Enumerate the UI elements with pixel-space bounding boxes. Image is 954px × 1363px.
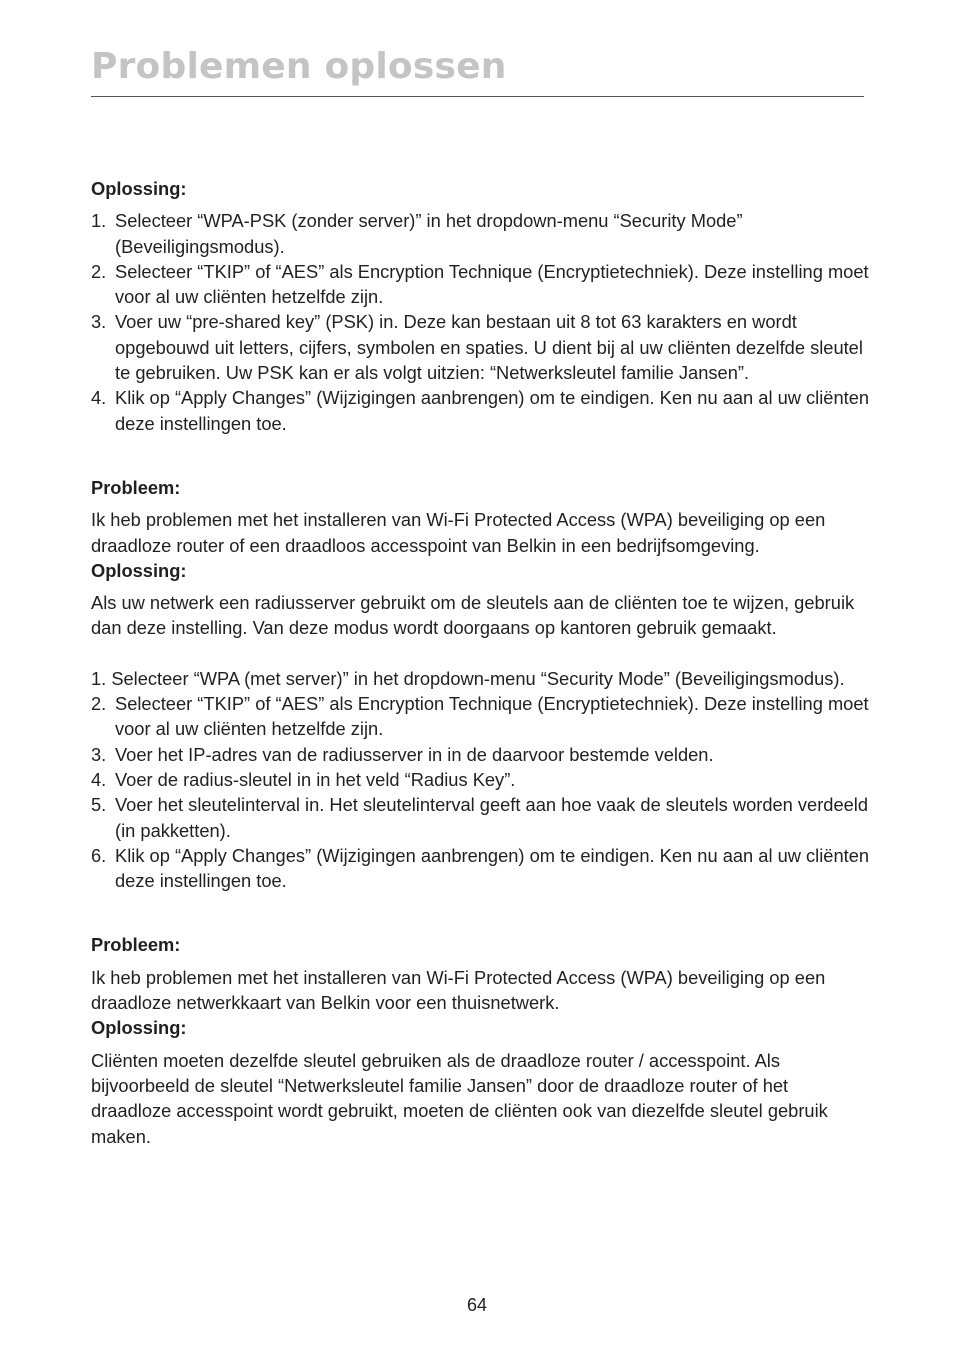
page-title: Problemen oplossen [91, 46, 507, 87]
solution-text: Cliënten moeten dezelfde sleutel gebruiken als de draadloze router / accesspoint. Als bijvoorbeeld de sleutel “Netwerksleutel familie Jansen” door de draadloze router of het draadloze accesspoint wordt gebruikt, moeten de cliënten ook van diezelfde sleutel gebruik maken. [91, 1049, 828, 1147]
page-body [91, 176, 871, 1149]
list-item: 3. Voer uw “pre-shared key” (PSK) in. Deze kan bestaan uit 8 tot 63 karakters en wordt opgebouwd uit letters, cijfers, symbolen en spaties. U dient bij al uw cliënten dezelfde sleutel te gebruiken. Uw PSK kan er als volgt uitzien: “Netwerksleutel familie Jansen”. [91, 311, 863, 384]
problem-text: Ik heb problemen met het installeren van Wi-Fi Protected Access (WPA) beveiliging op een draadloze netwerkkaart van Belkin voor een thuisnetwerk. [91, 966, 826, 1014]
solution-steps-list [91, 691, 871, 893]
list-item: 5. Voer het sleutelinterval in. Het sleutelinterval geeft aan hoe vaak de sleutels worden verdeeld (in pakketten). [91, 794, 869, 841]
problem-label: Probleem: [91, 476, 181, 498]
solution-label: Oplossing: [91, 178, 187, 199]
list-item: 4. Klik op “Apply Changes” (Wijzigingen aanbrengen) om te eindigen. Ken nu aan al uw cliënten deze instellingen toe. [91, 387, 870, 434]
problem-text: Ik heb problemen met het installeren van Wi-Fi Protected Access (WPA) beveiliging op een draadloze router of een draadloos accesspoint van Belkin in een bedrijfsomgeving. [91, 509, 826, 556]
solution-text: Als uw netwerk een radiusserver gebruikt om de sleutels aan de cliënten toe te wijzen, gebruik dan deze instelling. Van deze modus wordt doorgaans op kantoren gebruik gemaakt. [91, 592, 855, 639]
list-item: 1. Selecteer “WPA-PSK (zonder server)” in het dropdown-menu “Security Mode” (Beveiligingsmodus). [91, 210, 743, 257]
list-item: 4. Voer de radius-sleutel in in het veld “Radius Key”. [91, 768, 516, 790]
solution-label: Oplossing: [91, 559, 187, 581]
list-item: 6. Klik op “Apply Changes” (Wijzigingen aanbrengen) om te eindigen. Ken nu aan al uw cliënten deze instellingen toe. [91, 844, 870, 892]
solution-step-1: 1. Selecteer “WPA (met server)” in het dropdown-menu “Security Mode” (Beveiligingsmodus). [91, 667, 845, 689]
solution-steps-list [91, 208, 871, 436]
solution-label: Oplossing: [91, 1017, 187, 1039]
list-item: 2. Selecteer “TKIP” of “AES” als Encryption Technique (Encryptietechniek). Deze instelling moet voor al uw cliënten hetzelfde zijn. [91, 693, 869, 740]
page-number: 64 [466, 1295, 488, 1315]
list-item: 3. Voer het IP-adres van de radiusserver in in de daarvoor bestemde velden. [91, 743, 714, 765]
list-item: 2. Selecteer “TKIP” of “AES” als Encryption Technique (Encryptietechniek). Deze instelling moet voor al uw cliënten hetzelfde zijn. [91, 260, 869, 308]
header-divider [91, 96, 864, 97]
problem-label: Probleem: [91, 934, 181, 956]
